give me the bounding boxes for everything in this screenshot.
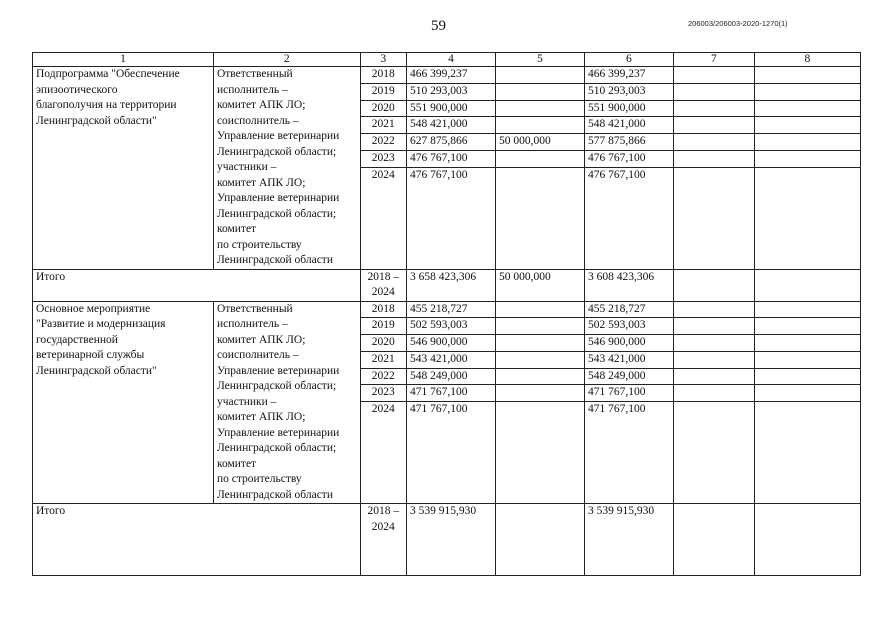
- executor-line: Ленинградской области;: [216, 145, 337, 158]
- col8-cell: [754, 351, 860, 368]
- col8-cell: [754, 134, 860, 151]
- col6-cell: 543 421,000: [584, 351, 673, 368]
- year-cell: 2018: [360, 67, 407, 84]
- total-col7-cell: [673, 504, 754, 576]
- col5-cell: [495, 318, 584, 335]
- col5-cell: 50 000,000: [495, 134, 584, 151]
- executor-line: Управление ветеринарии: [216, 192, 340, 204]
- executor-line: Управление ветеринарии: [216, 426, 340, 439]
- col5-cell: [495, 167, 584, 269]
- program-name-line: ветеринарной службы: [36, 349, 145, 361]
- executor-cell: [213, 67, 360, 270]
- document-code: 206003/206003-2020-1270(1): [688, 19, 788, 28]
- year-cell: 2022: [360, 368, 407, 385]
- col8-cell: [754, 402, 860, 504]
- executor-line: по строительству: [216, 238, 302, 251]
- col6-cell: 476 767,100: [584, 167, 673, 269]
- column-header-2: 2: [213, 53, 360, 67]
- col5-cell: [495, 351, 584, 368]
- executor-line: комитет АПК ЛО;: [216, 333, 306, 346]
- col6-cell: 510 293,003: [584, 83, 673, 100]
- total-years-cell: [360, 504, 407, 576]
- program-name-cell: [33, 301, 214, 504]
- year-cell: 2019: [360, 83, 407, 100]
- executor-line: комитет АПК ЛО;: [216, 411, 306, 423]
- col5-cell: [495, 385, 584, 402]
- col6-cell: 466 399,237: [584, 67, 673, 84]
- program-name-cell: [33, 67, 214, 270]
- total-col8-cell: [754, 504, 860, 576]
- total-col6-cell: 3 539 915,930: [584, 504, 673, 576]
- col8-cell: [754, 318, 860, 335]
- col7-cell: [673, 301, 754, 318]
- column-header-8: 8: [754, 53, 860, 67]
- col4-cell: 510 293,003: [407, 83, 496, 100]
- executor-line: Ленинградской области;: [216, 380, 337, 392]
- col8-cell: [754, 83, 860, 100]
- executor-line: по строительству: [216, 473, 302, 485]
- column-header-7: 7: [673, 53, 754, 67]
- col4-cell: 476 767,100: [407, 150, 496, 167]
- year-cell: 2021: [360, 351, 407, 368]
- executor-line: Ленинградской области;: [216, 442, 337, 454]
- executor-line: Ленинградской области: [216, 254, 333, 266]
- executor-line: исполнитель –: [216, 318, 288, 330]
- executor-line: комитет АПК ЛО;: [216, 99, 306, 111]
- total-col4-cell: 3 658 423,306: [407, 269, 496, 301]
- col8-cell: [754, 368, 860, 385]
- total-col7-cell: [673, 269, 754, 301]
- column-header-4: 4: [407, 53, 496, 67]
- table-row: [33, 301, 861, 318]
- col8-cell: [754, 301, 860, 318]
- col4-cell: 548 249,000: [407, 368, 496, 385]
- budget-table: [32, 52, 861, 576]
- col8-cell: [754, 385, 860, 402]
- col4-cell: 455 218,727: [407, 301, 496, 318]
- executor-line: комитет: [216, 457, 257, 470]
- col6-cell: 548 421,000: [584, 117, 673, 134]
- col8-cell: [754, 167, 860, 269]
- col4-cell: 502 593,003: [407, 318, 496, 335]
- col5-cell: [495, 83, 584, 100]
- executor-line: Управление ветеринарии: [216, 130, 340, 142]
- program-name-line: "Развитие и модернизация: [36, 318, 166, 330]
- col7-cell: [673, 83, 754, 100]
- col4-cell: 466 399,237: [407, 67, 496, 84]
- total-col5-cell: 50 000,000: [495, 269, 584, 301]
- year-cell: 2021: [360, 117, 407, 134]
- col7-cell: [673, 368, 754, 385]
- col4-cell: 543 421,000: [407, 351, 496, 368]
- executor-line: Управление ветеринарии: [216, 364, 340, 377]
- col6-cell: 476 767,100: [584, 150, 673, 167]
- total-col8-cell: [754, 269, 860, 301]
- col8-cell: [754, 150, 860, 167]
- col4-cell: 471 767,100: [407, 402, 496, 504]
- year-cell: 2024: [360, 402, 407, 504]
- program-name-line: государственной: [36, 333, 118, 346]
- year-cell: 2023: [360, 385, 407, 402]
- executor-cell: [213, 301, 360, 504]
- program-name-line: Основное мероприятие: [36, 302, 151, 315]
- executor-line: комитет: [216, 223, 257, 235]
- year-cell: 2020: [360, 335, 407, 352]
- column-header-6: 6: [584, 53, 673, 67]
- total-label: Итого: [33, 269, 361, 301]
- executor-line: Ответственный: [216, 68, 293, 80]
- col4-cell: 548 421,000: [407, 117, 496, 134]
- year-cell: 2023: [360, 150, 407, 167]
- col8-cell: [754, 100, 860, 117]
- total-years-line: 2024: [371, 520, 395, 533]
- year-cell: 2018: [360, 301, 407, 318]
- total-row: [33, 504, 861, 576]
- total-col4-cell: 3 539 915,930: [407, 504, 496, 576]
- executor-line: соисполнитель –: [216, 114, 299, 127]
- col4-cell: 551 900,000: [407, 100, 496, 117]
- col5-cell: [495, 150, 584, 167]
- col7-cell: [673, 134, 754, 151]
- total-row: [33, 269, 861, 301]
- executor-line: Ответственный: [216, 302, 293, 315]
- col8-cell: [754, 67, 860, 84]
- executor-line: участники –: [216, 161, 277, 173]
- col6-cell: 502 593,003: [584, 318, 673, 335]
- total-label: Итого: [33, 504, 361, 576]
- year-cell: 2024: [360, 167, 407, 269]
- year-cell: 2020: [360, 100, 407, 117]
- col6-cell: 546 900,000: [584, 335, 673, 352]
- total-col5-cell: [495, 504, 584, 576]
- col7-cell: [673, 67, 754, 84]
- total-col6-cell: 3 608 423,306: [584, 269, 673, 301]
- total-years-cell: [360, 269, 407, 301]
- col6-cell: 577 875,866: [584, 134, 673, 151]
- table-row: [33, 67, 861, 84]
- col6-cell: 471 767,100: [584, 385, 673, 402]
- program-name-line: Ленинградской области": [36, 114, 157, 127]
- program-name-line: Ленинградской области": [36, 364, 157, 377]
- col4-cell: 546 900,000: [407, 335, 496, 352]
- column-header-5: 5: [495, 53, 584, 67]
- col7-cell: [673, 150, 754, 167]
- col5-cell: [495, 100, 584, 117]
- page-number: 59: [431, 18, 446, 34]
- col6-cell: 471 767,100: [584, 402, 673, 504]
- total-years-line: 2018 –: [367, 505, 400, 517]
- executor-line: комитет АПК ЛО;: [216, 176, 306, 189]
- col5-cell: [495, 335, 584, 352]
- col7-cell: [673, 100, 754, 117]
- table-body: [33, 67, 861, 576]
- executor-line: Ленинградской области: [216, 488, 333, 501]
- col5-cell: [495, 368, 584, 385]
- col8-cell: [754, 117, 860, 134]
- col4-cell: 471 767,100: [407, 385, 496, 402]
- executor-line: исполнитель –: [216, 83, 288, 96]
- col4-cell: 627 875,866: [407, 134, 496, 151]
- column-header-3: 3: [360, 53, 407, 67]
- executor-line: Ленинградской области;: [216, 207, 337, 220]
- total-years-line: 2024: [371, 286, 395, 298]
- col7-cell: [673, 167, 754, 269]
- col5-cell: [495, 67, 584, 84]
- executor-line: участники –: [216, 395, 277, 408]
- header-row: [33, 53, 861, 67]
- col7-cell: [673, 351, 754, 368]
- col5-cell: [495, 402, 584, 504]
- col7-cell: [673, 335, 754, 352]
- col6-cell: 455 218,727: [584, 301, 673, 318]
- col7-cell: [673, 318, 754, 335]
- col7-cell: [673, 402, 754, 504]
- program-name-line: благополучия на территории: [36, 99, 177, 111]
- col8-cell: [754, 335, 860, 352]
- col4-cell: 476 767,100: [407, 167, 496, 269]
- program-name-line: эпизоотического: [36, 83, 118, 96]
- year-cell: 2019: [360, 318, 407, 335]
- col6-cell: 551 900,000: [584, 100, 673, 117]
- year-cell: 2022: [360, 134, 407, 151]
- col7-cell: [673, 117, 754, 134]
- col5-cell: [495, 301, 584, 318]
- total-years-line: 2018 –: [367, 270, 400, 283]
- col5-cell: [495, 117, 584, 134]
- program-name-line: Подпрограмма "Обеспечение: [36, 68, 180, 80]
- col7-cell: [673, 385, 754, 402]
- column-header-1: 1: [33, 53, 214, 67]
- col6-cell: 548 249,000: [584, 368, 673, 385]
- executor-line: соисполнитель –: [216, 349, 299, 361]
